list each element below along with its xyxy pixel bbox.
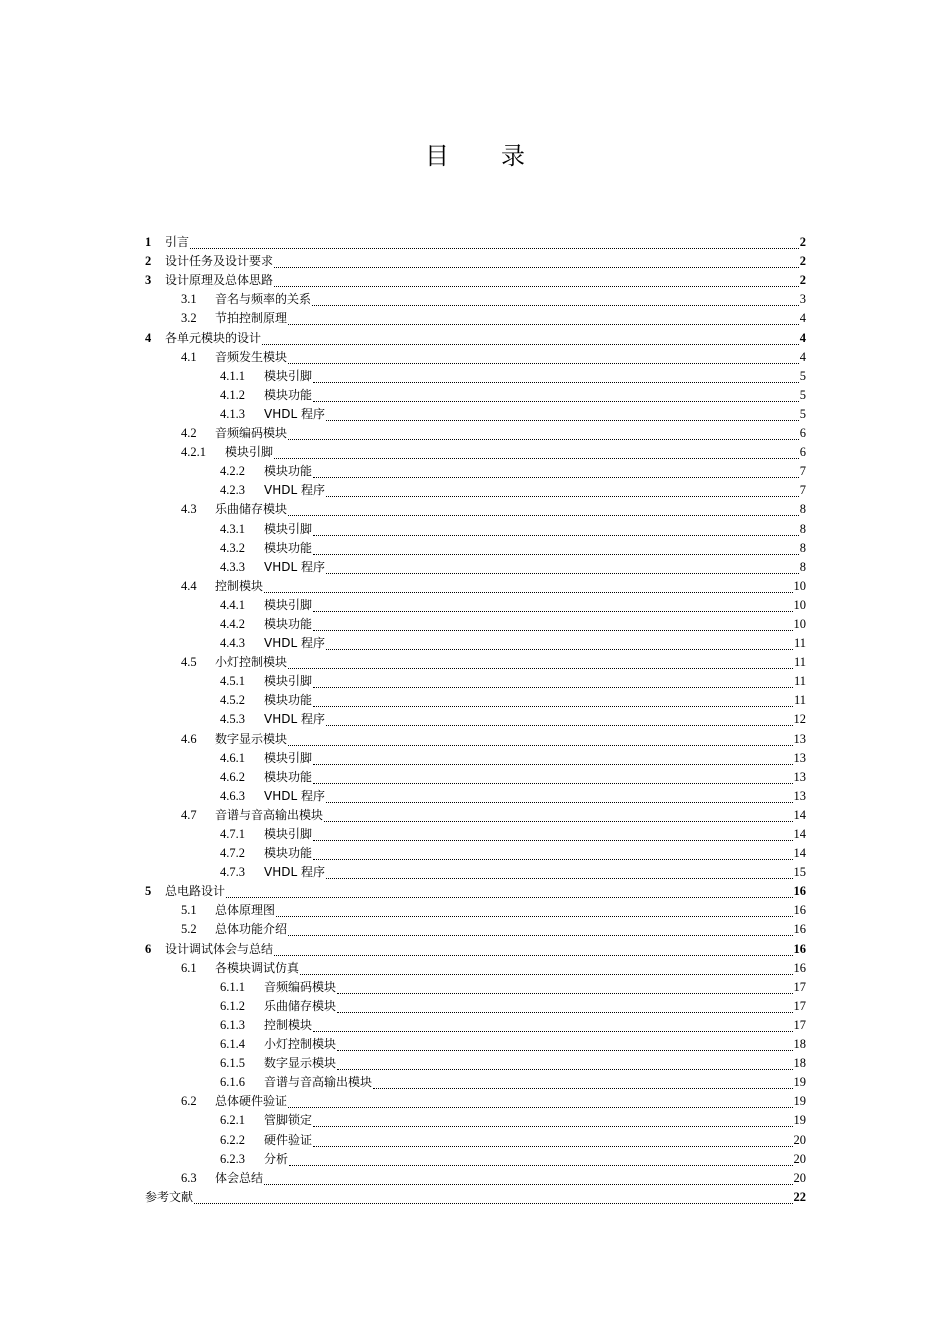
dot-leader (326, 864, 793, 879)
toc-entry-number: 6.2.3 (220, 1151, 245, 1166)
toc-entry[interactable] (145, 958, 806, 977)
toc-entry-number: 4.7.2 (220, 846, 245, 861)
toc-entry-number: 4.5.3 (220, 712, 245, 727)
table-of-contents (145, 232, 806, 1206)
toc-entry-page-number: 14 (793, 807, 806, 822)
toc-entry[interactable] (145, 938, 806, 957)
toc-entry[interactable] (145, 423, 806, 442)
toc-entry-number: 4.2 (181, 426, 197, 441)
dot-leader (313, 826, 792, 841)
dot-leader (190, 234, 799, 249)
toc-entry-page-number: 16 (793, 941, 806, 956)
toc-entry-number: 4.5.2 (220, 693, 245, 708)
toc-entry-page-number: 10 (793, 597, 806, 612)
toc-entry[interactable] (145, 270, 806, 289)
toc-entry-page-number: 10 (793, 578, 806, 593)
toc-entry[interactable] (145, 442, 806, 461)
dot-leader (337, 1036, 792, 1051)
toc-entry-label: 模块引脚 (264, 827, 313, 841)
toc-entry-number: 5.1 (181, 903, 197, 918)
toc-entry-page-number: 7 (799, 464, 806, 479)
dot-leader (337, 998, 792, 1013)
toc-entry-number: 4.3.2 (220, 540, 245, 555)
toc-entry-label: VHDL 程序 (264, 788, 325, 803)
toc-entry-number: 4.6 (181, 731, 197, 746)
toc-entry-label: 音频发生模块 (215, 349, 288, 364)
dot-leader (288, 349, 799, 364)
toc-entry[interactable] (145, 518, 806, 537)
toc-entry[interactable] (145, 805, 806, 824)
toc-entry[interactable] (145, 1168, 806, 1187)
toc-entry-page-number: 16 (793, 884, 806, 899)
toc-entry-number: 4.4.1 (220, 597, 245, 612)
dot-leader (337, 1055, 792, 1070)
toc-entry[interactable] (145, 1034, 806, 1053)
toc-entry[interactable] (145, 996, 806, 1015)
toc-entry[interactable] (145, 595, 806, 614)
toc-entry[interactable] (145, 1129, 806, 1148)
toc-entry-label: VHDL 程序 (264, 636, 325, 651)
toc-entry-label: 节拍控制原理 (215, 311, 288, 326)
dot-leader (326, 788, 793, 803)
dot-leader (264, 1170, 792, 1185)
toc-entry-label: 音谱与音高输出模块 (215, 807, 324, 822)
dot-leader (326, 482, 799, 497)
toc-entry-label: 控制模块 (264, 1017, 313, 1032)
toc-entry-page-number: 4 (799, 311, 806, 326)
dot-leader (289, 1151, 792, 1166)
dot-leader (288, 1093, 792, 1108)
toc-entry-page-number: 8 (799, 521, 806, 536)
toc-entry[interactable] (145, 977, 806, 996)
toc-entry-page-number: 11 (793, 674, 806, 689)
toc-entry-page-number: 8 (799, 502, 806, 517)
dot-leader (313, 845, 792, 860)
toc-entry-number: 4.1.2 (220, 387, 245, 402)
dot-leader (313, 692, 793, 707)
toc-entry-page-number: 8 (799, 559, 806, 574)
toc-entry-number: 4.5.1 (220, 674, 245, 689)
toc-entry[interactable] (145, 671, 806, 690)
toc-entry-number: 4 (145, 330, 152, 345)
dot-leader (326, 711, 793, 726)
toc-entry-label: 总体硬件验证 (215, 1094, 288, 1109)
toc-entry-number: 4.6.3 (220, 788, 245, 803)
toc-entry-label: 数字显示模块 (264, 1056, 337, 1071)
toc-entry-page-number: 11 (793, 655, 806, 670)
toc-entry[interactable] (145, 308, 806, 327)
title-char-1: 目 (425, 142, 449, 170)
toc-entry-page-number: 19 (793, 1094, 806, 1109)
toc-entry-page-number: 4 (799, 349, 806, 364)
toc-entry-page-number: 13 (793, 788, 806, 803)
toc-entry[interactable] (145, 862, 806, 881)
dot-leader (264, 578, 792, 593)
toc-entry-number: 5.2 (181, 922, 197, 937)
toc-entry[interactable] (145, 385, 806, 404)
toc-entry-number: 4.4.3 (220, 636, 245, 651)
toc-entry[interactable] (145, 1015, 806, 1034)
toc-entry-number: 5 (145, 884, 152, 899)
toc-entry-number: 3 (145, 273, 152, 288)
dot-leader (274, 444, 799, 459)
toc-entry-page-number: 16 (793, 903, 806, 918)
toc-entry-number: 3.2 (181, 311, 197, 326)
toc-entry-label: 模块功能 (264, 769, 313, 784)
toc-entry-number: 4.1 (181, 349, 197, 364)
dot-leader (313, 616, 792, 631)
dot-leader (262, 330, 799, 345)
toc-entry-label: 乐曲储存模块 (215, 502, 288, 517)
toc-entry-label: 总体功能介绍 (215, 922, 288, 937)
toc-entry-label: 设计原理及总体思路 (165, 273, 274, 288)
dot-leader (288, 654, 793, 669)
toc-entry-page-number: 7 (799, 483, 806, 498)
page-title (0, 136, 950, 171)
toc-entry-number: 6.1 (181, 960, 197, 975)
dot-leader (313, 750, 792, 765)
toc-entry-label: 各单元模块的设计 (165, 330, 262, 345)
dot-leader (324, 807, 792, 822)
toc-entry-number: 6.1.4 (220, 1037, 245, 1052)
toc-entry[interactable] (145, 557, 806, 576)
toc-entry-page-number: 22 (793, 1189, 806, 1204)
toc-entry[interactable] (145, 404, 806, 423)
toc-entry[interactable] (145, 709, 806, 728)
toc-entry-page-number: 17 (793, 1017, 806, 1032)
dot-leader (288, 310, 799, 325)
toc-entry-label: 模块功能 (264, 464, 313, 479)
toc-entry-number: 6.1.3 (220, 1017, 245, 1032)
toc-entry-page-number: 3 (799, 292, 806, 307)
toc-entry-label: 小灯控制模块 (264, 1037, 337, 1052)
toc-entry-number: 6.1.6 (220, 1075, 245, 1090)
toc-entry[interactable] (145, 1149, 806, 1168)
toc-entry-number: 6.2.1 (220, 1113, 245, 1128)
dot-leader (313, 673, 793, 688)
title-char-2: 录 (501, 142, 525, 170)
dot-leader (313, 769, 792, 784)
toc-entry[interactable] (145, 538, 806, 557)
toc-entry-number: 6.1.2 (220, 998, 245, 1013)
toc-entry-page-number: 6 (799, 426, 806, 441)
toc-entry[interactable] (145, 728, 806, 747)
toc-entry-page-number: 2 (799, 273, 806, 288)
toc-entry-label: 音频编码模块 (264, 979, 337, 994)
toc-entry-label: 体会总结 (215, 1170, 264, 1185)
toc-entry-page-number: 18 (793, 1056, 806, 1071)
toc-entry-page-number: 19 (793, 1113, 806, 1128)
toc-entry-label: 引言 (165, 235, 190, 250)
dot-leader (313, 368, 799, 383)
toc-entry-page-number: 14 (793, 846, 806, 861)
toc-entry[interactable] (145, 347, 806, 366)
toc-entry-number: 4.3.1 (220, 521, 245, 536)
toc-entry-label: VHDL 程序 (264, 865, 325, 880)
toc-entry-label: 模块引脚 (264, 597, 313, 612)
toc-entry[interactable] (145, 461, 806, 480)
toc-entry-label: 控制模块 (215, 578, 264, 593)
toc-entry-number: 6.2 (181, 1094, 197, 1109)
toc-entry-page-number: 18 (793, 1037, 806, 1052)
toc-entry-page-number: 5 (799, 387, 806, 402)
toc-entry-label: 设计任务及设计要求 (165, 254, 274, 269)
toc-entry[interactable] (145, 499, 806, 518)
toc-entry[interactable] (145, 690, 806, 709)
toc-entry[interactable] (145, 366, 806, 385)
dot-leader (337, 979, 792, 994)
toc-entry[interactable] (145, 900, 806, 919)
toc-entry-page-number: 11 (793, 636, 806, 651)
toc-entry[interactable] (145, 327, 806, 346)
toc-entry-number: 4.2.1 (181, 445, 206, 460)
toc-entry-label: 模块功能 (264, 540, 313, 555)
toc-entry-label: 总电路设计 (165, 884, 226, 899)
toc-entry-page-number: 20 (793, 1170, 806, 1185)
toc-entry-label: 模块功能 (264, 387, 313, 402)
dot-leader (313, 387, 799, 402)
dot-leader (373, 1074, 792, 1089)
toc-entry[interactable] (145, 824, 806, 843)
toc-entry-label: 硬件验证 (264, 1132, 313, 1147)
toc-entry-page-number: 8 (799, 540, 806, 555)
toc-entry[interactable] (145, 614, 806, 633)
toc-entry[interactable] (145, 1110, 806, 1129)
dot-leader (313, 540, 799, 555)
dot-leader (288, 425, 799, 440)
toc-entry-page-number: 2 (799, 235, 806, 250)
toc-entry[interactable] (145, 1072, 806, 1091)
toc-entry[interactable] (145, 289, 806, 308)
dot-leader (276, 902, 792, 917)
toc-entry-page-number: 20 (793, 1132, 806, 1147)
toc-entry-page-number: 5 (799, 406, 806, 421)
toc-entry-label: 音谱与音高输出模块 (264, 1075, 373, 1090)
toc-entry[interactable] (145, 1053, 806, 1072)
toc-entry-number: 6.2.2 (220, 1132, 245, 1147)
toc-entry-label: 模块功能 (264, 846, 313, 861)
dot-leader (274, 941, 792, 956)
toc-entry-label: VHDL 程序 (264, 406, 325, 421)
toc-entry-page-number: 20 (793, 1151, 806, 1166)
toc-entry-number: 4.4 (181, 578, 197, 593)
toc-entry-label: 模块功能 (264, 616, 313, 631)
toc-entry[interactable] (145, 633, 806, 652)
toc-entry[interactable] (145, 652, 806, 671)
dot-leader (326, 559, 799, 574)
toc-entry-number: 4.2.3 (220, 483, 245, 498)
toc-entry-number: 3.1 (181, 292, 197, 307)
toc-entry-page-number: 14 (793, 827, 806, 841)
toc-entry-label: 模块引脚 (264, 750, 313, 765)
toc-entry-page-number: 5 (799, 368, 806, 383)
toc-entry-label: 分析 (264, 1151, 289, 1166)
toc-entry-number: 6 (145, 941, 152, 956)
toc-entry-page-number: 19 (793, 1075, 806, 1090)
dot-leader (312, 291, 799, 306)
toc-entry-number: 6.1.5 (220, 1056, 245, 1071)
dot-leader (288, 501, 799, 516)
toc-entry[interactable] (145, 919, 806, 938)
dot-leader (300, 960, 792, 975)
toc-entry-number: 4.4.2 (220, 616, 245, 631)
toc-entry-label: 模块引脚 (225, 445, 274, 460)
toc-entry-label: 音名与频率的关系 (215, 292, 312, 307)
toc-entry-page-number: 16 (793, 922, 806, 937)
toc-entry-page-number: 12 (793, 712, 806, 727)
toc-entry-number: 4.7.3 (220, 865, 245, 880)
toc-entry-label: 模块功能 (264, 693, 313, 708)
toc-entry-number: 1 (145, 235, 152, 250)
dot-leader (194, 1189, 792, 1204)
dot-leader (226, 883, 792, 898)
toc-entry-number: 4.3.3 (220, 559, 245, 574)
toc-entry[interactable] (145, 881, 806, 900)
toc-entry-label: 小灯控制模块 (215, 655, 288, 670)
dot-leader (274, 272, 799, 287)
toc-entry-page-number: 2 (799, 254, 806, 269)
toc-entry-label: VHDL 程序 (264, 483, 325, 498)
toc-entry-page-number: 13 (793, 769, 806, 784)
toc-entry-page-number: 11 (793, 693, 806, 708)
toc-entry-label: 模块引脚 (264, 368, 313, 383)
toc-entry-label: 总体原理图 (215, 903, 276, 918)
toc-entry-page-number: 4 (799, 330, 806, 345)
toc-entry-label: 参考文献 (145, 1189, 194, 1204)
toc-entry[interactable] (145, 843, 806, 862)
dot-leader (313, 597, 792, 612)
toc-entry-label: VHDL 程序 (264, 559, 325, 574)
toc-entry-page-number: 16 (793, 960, 806, 975)
toc-entry-number: 4.2.2 (220, 464, 245, 479)
toc-entry-label: 数字显示模块 (215, 731, 288, 746)
toc-entry[interactable] (145, 748, 806, 767)
toc-entry-label: 模块引脚 (264, 521, 313, 536)
toc-entry[interactable] (145, 1091, 806, 1110)
toc-entry[interactable] (145, 1187, 806, 1206)
toc-entry-number: 4.1.3 (220, 406, 245, 421)
dot-leader (274, 253, 799, 268)
toc-entry-page-number: 15 (793, 865, 806, 880)
toc-entry-number: 4.1.1 (220, 368, 245, 383)
toc-entry-number: 4.7 (181, 807, 197, 822)
toc-entry-label: 音频编码模块 (215, 426, 288, 441)
toc-entry-number: 4.5 (181, 655, 197, 670)
dot-leader (313, 1132, 792, 1147)
toc-entry-label: 管脚锁定 (264, 1113, 313, 1128)
toc-entry-page-number: 17 (793, 979, 806, 994)
dot-leader (326, 406, 799, 421)
toc-entry-number: 4.7.1 (220, 827, 245, 841)
toc-entry[interactable] (145, 232, 806, 251)
toc-entry-number: 6.1.1 (220, 979, 245, 994)
toc-entry[interactable] (145, 786, 806, 805)
toc-entry-number: 4.6.2 (220, 769, 245, 784)
toc-entry-number: 6.3 (181, 1170, 197, 1185)
toc-entry-label: 乐曲储存模块 (264, 998, 337, 1013)
dot-leader (288, 731, 792, 746)
toc-entry[interactable] (145, 480, 806, 499)
toc-entry[interactable] (145, 767, 806, 786)
toc-entry-page-number: 13 (793, 750, 806, 765)
dot-leader (313, 1112, 792, 1127)
toc-entry-page-number: 17 (793, 998, 806, 1013)
dot-leader (326, 635, 793, 650)
dot-leader (313, 1017, 792, 1032)
dot-leader (313, 463, 799, 478)
toc-entry-page-number: 10 (793, 616, 806, 631)
toc-entry[interactable] (145, 251, 806, 270)
toc-entry-page-number: 13 (793, 731, 806, 746)
toc-entry-label: 各模块调试仿真 (215, 960, 300, 975)
toc-entry-number: 4.3 (181, 502, 197, 517)
toc-entry-number: 4.6.1 (220, 750, 245, 765)
dot-leader (313, 521, 799, 536)
dot-leader (288, 921, 792, 936)
toc-entry-number: 2 (145, 254, 152, 269)
toc-entry-label: VHDL 程序 (264, 712, 325, 727)
toc-entry-page-number: 6 (799, 445, 806, 460)
toc-entry[interactable] (145, 576, 806, 595)
toc-entry-label: 模块引脚 (264, 674, 313, 689)
toc-entry-label: 设计调试体会与总结 (165, 941, 274, 956)
